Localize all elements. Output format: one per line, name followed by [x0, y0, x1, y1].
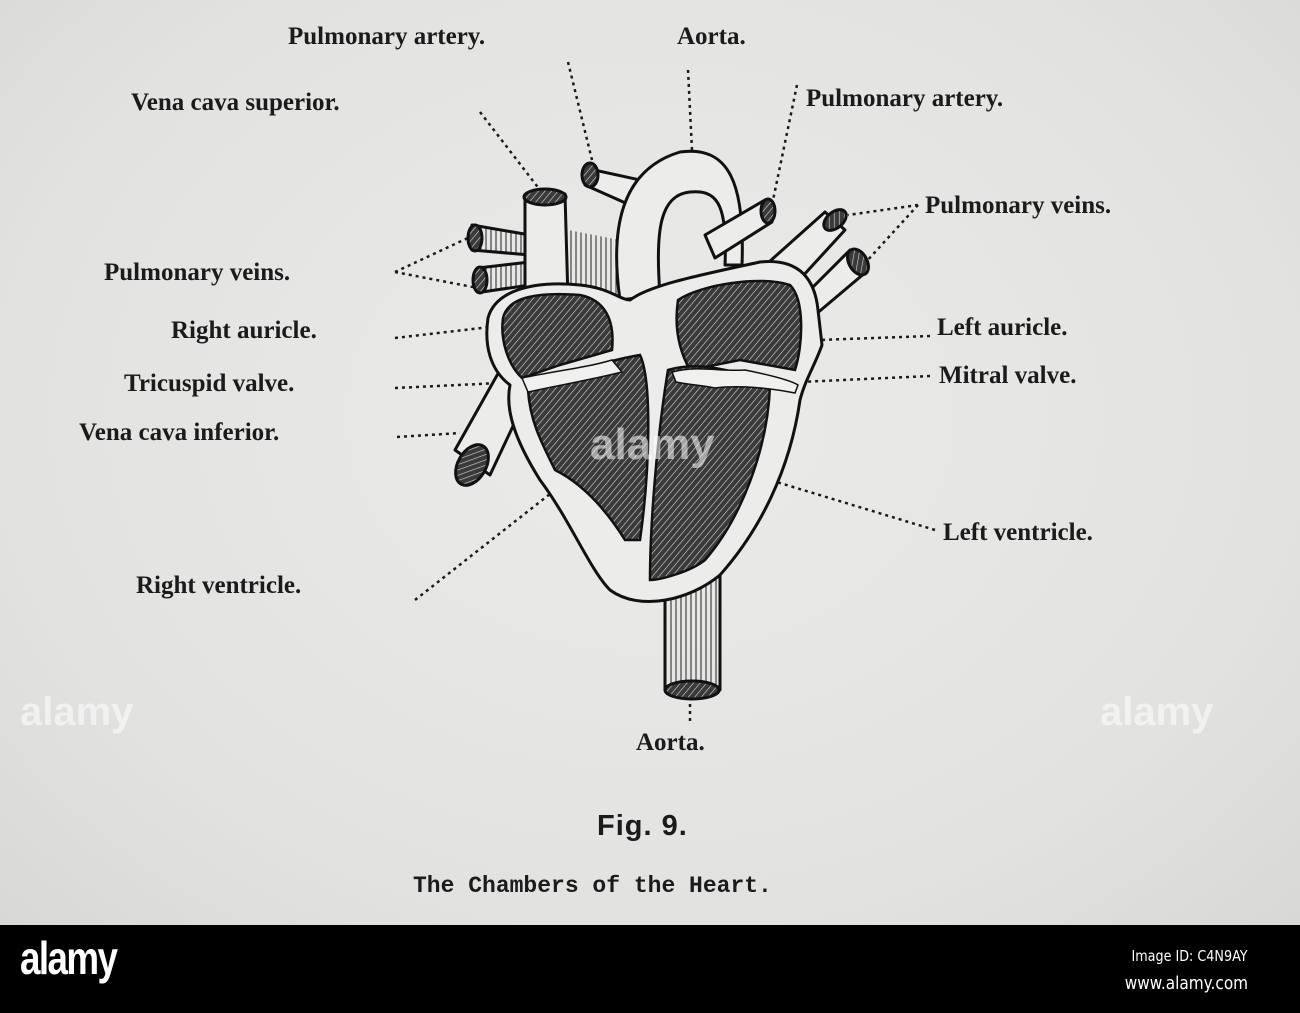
- leader-mitral-valve: [800, 376, 930, 382]
- watermark: alamy: [1100, 690, 1214, 734]
- label-left-auricle: Left auricle.: [937, 314, 1068, 341]
- leader-right-ventricle: [415, 490, 555, 600]
- leader-pulmonary-artery-right: [772, 85, 797, 205]
- label-tricuspid-valve: Tricuspid valve.: [124, 370, 295, 397]
- alamy-logo: alamy: [20, 932, 117, 984]
- figure-number: Fig. 9.: [597, 810, 688, 842]
- leader-pulmonary-artery-left: [568, 62, 592, 160]
- figure-caption: The Chambers of the Heart.: [413, 873, 772, 899]
- label-pulmonary-veins-right: Pulmonary veins.: [925, 192, 1112, 219]
- watermark: alamy: [20, 690, 134, 734]
- label-vena-cava-superior: Vena cava superior.: [131, 89, 340, 116]
- label-pulmonary-artery-left: Pulmonary artery.: [288, 23, 486, 50]
- leader-left-auricle: [820, 336, 930, 340]
- left-auricle-chamber: [677, 281, 802, 370]
- leader-right-auricle: [395, 327, 490, 338]
- leader-vena-cava-inferior: [397, 433, 460, 437]
- label-right-auricle: Right auricle.: [171, 317, 317, 344]
- label-pulmonary-artery-right: Pulmonary artery.: [806, 85, 1004, 112]
- leader-pulmonary-veins-left-b: [395, 272, 478, 288]
- leader-aorta-top: [688, 70, 692, 150]
- leader-pulmonary-veins-right-b: [866, 205, 918, 262]
- label-left-ventricle: Left ventricle.: [943, 519, 1093, 546]
- leader-pulmonary-veins-right-a: [848, 205, 918, 215]
- leader-vena-cava-superior: [480, 112, 540, 190]
- footer-bar: [0, 925, 1300, 1013]
- label-mitral-valve: Mitral valve.: [939, 362, 1077, 389]
- watermark: alamy: [590, 420, 715, 469]
- label-aorta-bottom: Aorta.: [636, 729, 705, 756]
- leader-left-ventricle: [770, 480, 935, 530]
- label-vena-cava-inferior: Vena cava inferior.: [79, 419, 280, 446]
- label-pulmonary-veins-left: Pulmonary veins.: [104, 259, 291, 286]
- label-aorta-top: Aorta.: [677, 23, 746, 50]
- image-id: Image ID: C4N9AY: [1131, 947, 1248, 965]
- site-url: www.alamy.com: [1124, 973, 1248, 994]
- left-ventricle-chamber: [650, 366, 770, 580]
- leader-pulmonary-veins-left-a: [395, 237, 470, 272]
- label-right-ventricle: Right ventricle.: [136, 572, 302, 599]
- leader-tricuspid-valve: [395, 383, 500, 388]
